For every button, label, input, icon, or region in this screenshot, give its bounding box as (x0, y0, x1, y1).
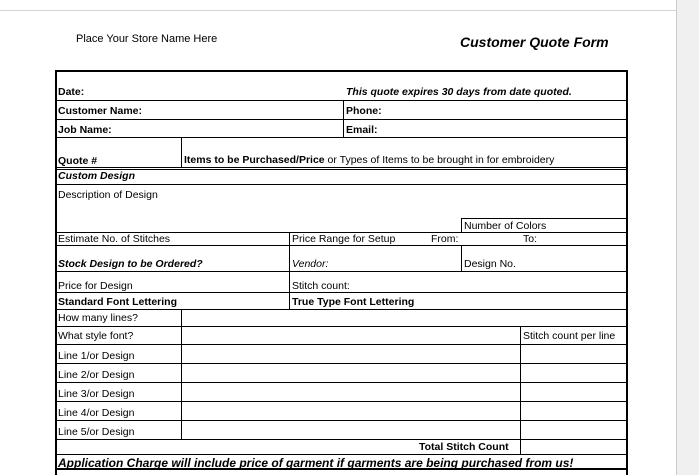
design-no-label: Design No. (464, 258, 516, 270)
items-purchased-bold: Items to be Purchased/Price (184, 154, 325, 166)
table-left-border (55, 70, 57, 475)
col-line (461, 245, 462, 271)
col-line (289, 232, 290, 309)
row-line (56, 184, 627, 185)
number-of-colors-label: Number of Colors (464, 220, 547, 232)
stock-design-heading: Stock Design to be Ordered? (58, 258, 203, 270)
row-line (56, 382, 627, 383)
row-line (56, 326, 627, 327)
row-line (56, 271, 627, 272)
row-line (56, 420, 627, 421)
table-top-border (55, 70, 628, 72)
store-name: Place Your Store Name Here (76, 33, 218, 45)
true-type-font-heading: True Type Font Lettering (292, 296, 415, 308)
phone-label: Phone: (346, 105, 382, 117)
row-line (56, 344, 627, 345)
row-line (56, 119, 627, 120)
standard-font-heading: Standard Font Lettering (58, 296, 177, 308)
col-line (461, 218, 462, 232)
job-name-label: Job Name: (58, 124, 112, 136)
email-label: Email: (346, 124, 378, 136)
stitch-count-label: Stitch count: (292, 280, 350, 292)
col-line (343, 100, 344, 137)
customer-name-label: Customer Name: (58, 105, 143, 117)
date-label: Date: (58, 86, 85, 98)
price-for-design-label: Price for Design (58, 280, 133, 292)
window-right-frame (676, 0, 699, 475)
from-label: From: (431, 233, 459, 245)
row-line (56, 454, 627, 455)
line-5-label: Line 5/or Design (58, 426, 135, 438)
table-right-border (626, 70, 628, 475)
row-line (56, 363, 627, 364)
total-stitch-count-label: Total Stitch Count (419, 441, 509, 453)
row-line (56, 292, 627, 293)
price-range-setup-label: Price Range for Setup (292, 233, 396, 245)
application-charge-note: Application Charge will include price of garment if garments are being purchased from us! (58, 456, 574, 470)
row-line (56, 245, 627, 246)
line-4-label: Line 4/or Design (58, 407, 135, 419)
estimate-stitches-label: Estimate No. of Stitches (58, 233, 171, 245)
row-line (56, 169, 627, 170)
stitch-count-per-line-label: Stitch count per line (523, 330, 616, 342)
col-line (520, 326, 521, 454)
how-many-lines-label: How many lines? (58, 312, 138, 324)
items-purchased-label (184, 154, 554, 166)
sheet-top-edge (0, 0, 699, 11)
quote-number-label: Quote # (58, 155, 98, 167)
col-line (181, 309, 182, 439)
line-3-label: Line 3/or Design (58, 388, 135, 400)
row-line (56, 100, 627, 101)
to-label: To: (523, 233, 538, 245)
row-line (56, 439, 627, 440)
row-line (56, 309, 627, 310)
form-title: Customer Quote Form (460, 34, 609, 50)
custom-design-heading: Custom Design (58, 170, 136, 182)
line-2-label: Line 2/or Design (58, 369, 135, 381)
what-style-font-label: What style font? (58, 330, 134, 342)
vendor-label: Vendor: (292, 258, 329, 270)
row-line (461, 218, 627, 219)
line-1-label: Line 1/or Design (58, 350, 135, 362)
col-line (181, 137, 182, 167)
description-label: Description of Design (58, 189, 158, 201)
row-line (56, 167, 627, 168)
row-line (56, 137, 627, 138)
items-purchased-rest: or Types of Items to be brought in for embroidery (324, 154, 555, 166)
row-line (56, 401, 627, 402)
quote-expiry-note: This quote expires 30 days from date quoted. (346, 86, 572, 98)
